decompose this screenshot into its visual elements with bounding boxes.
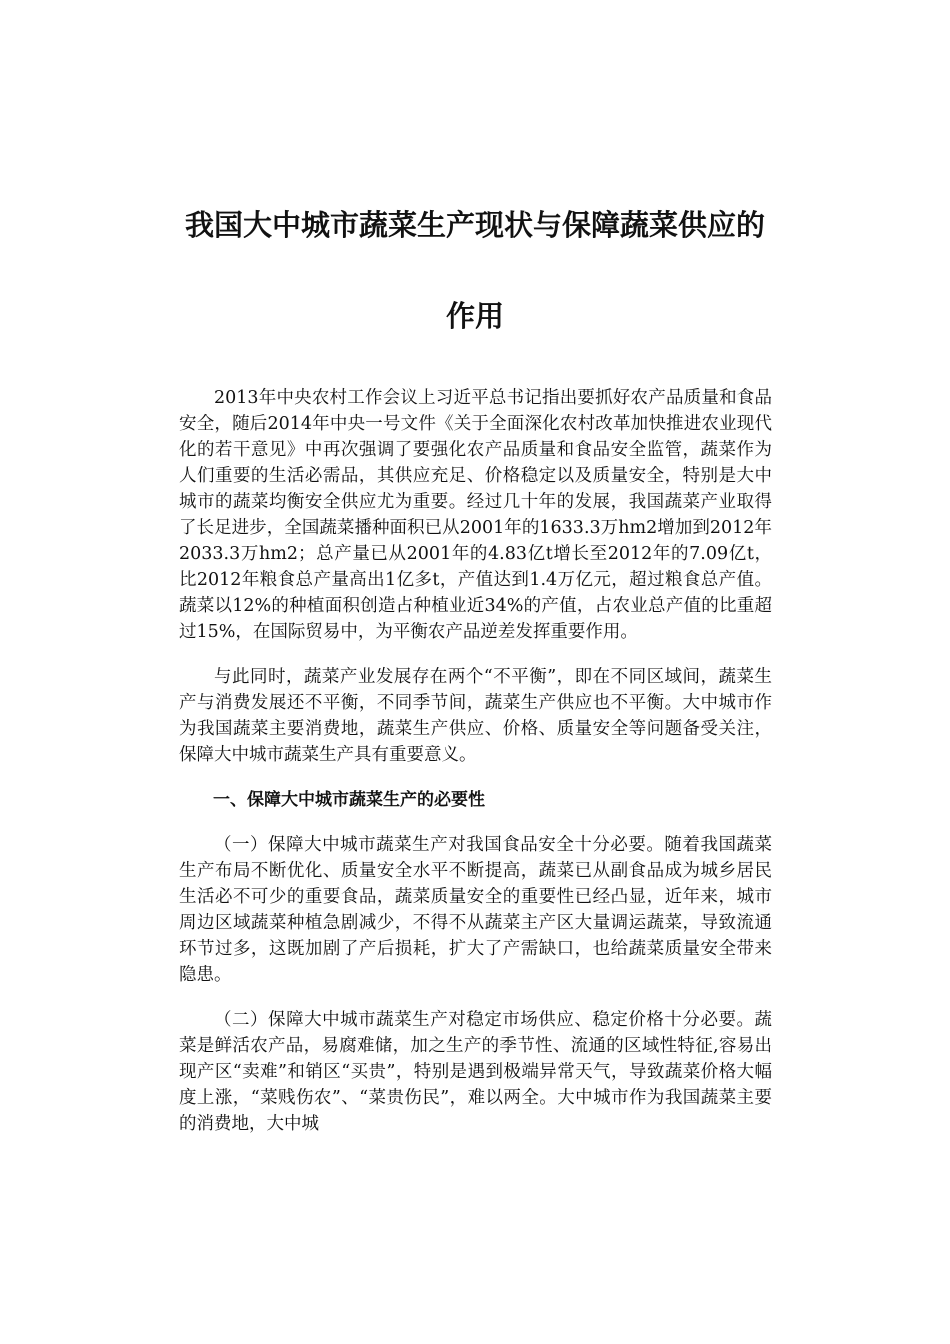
document-body (179, 385, 772, 1156)
paragraph-intro-2: 与此同时，蔬菜产业发展存在两个“不平衡”，即在不同区域间，蔬菜生产与消费发展还不平衡，不同季节间，蔬菜生产供应也不平衡。大中城市作为我国蔬菜主要消费地，蔬菜生产供应、价格、质量安全等问题备受关注，保障大中城市蔬菜生产具有重要意义。 (179, 667, 772, 765)
paragraph-section-1-2: （二）保障大中城市蔬菜生产对稳定市场供应、稳定价格十分必要。蔬菜是鲜活农产品，易腐难储，加之生产的季节性、流通的区域性特征,容易出现产区“卖难”和销区“买贵”，特别是遇到极端异常天气，导致蔬菜价格大幅度上涨，“菜贱伤农”、“菜贵伤民”，难以两全。大中城市作为我国蔬菜主要的消费地，大中城 (179, 1010, 772, 1134)
document-title-line-1: 我国大中城市蔬菜生产现状与保障蔬菜供应的 (184, 208, 765, 242)
document-title-line-2: 作用 (445, 299, 504, 333)
section-heading-1: 一、保障大中城市蔬菜生产的必要性 (213, 790, 485, 810)
paragraph-section-1-1: （一）保障大中城市蔬菜生产对我国食品安全十分必要。随着我国蔬菜生产布局不断优化、质量安全水平不断提高，蔬菜已从副食品成为城乡居民生活必不可少的重要食品，蔬菜质量安全的重要性已经凸显，近年来，城市周边区域蔬菜种植急剧减少，不得不从蔬菜主产区大量调运蔬菜，导致流通环节过多，这既加剧了产后损耗，扩大了产需缺口，也给蔬菜质量安全带来隐患。 (179, 835, 772, 985)
paragraph-intro-1: 2013年中央农村工作会议上习近平总书记指出要抓好农产品质量和食品安全，随后2014年中央一号文件《关于全面深化农村改革加快推进农业现代化的若干意见》中再次强调了要强化农产品质量和食品安全监管，蔬菜作为人们重要的生活必需品，其供应充足、价格稳定以及质量安全，特别是大中城市的蔬菜均衡安全供应尤为重要。经过几十年的发展，我国蔬菜产业取得了长足进步，全国蔬菜播种面积已从2001年的1633.3万hm2增加到2012年2033.3万hm2；总产量已从2001年的4.83亿t增长至2012年的7.09亿t，比2012年粮食总产量高出1亿多t，产值达到1.4万亿元，超过粮食总产值。蔬菜以12%的种植面积创造占种植业近34%的产值，占农业总产值的比重超过15%，在国际贸易中，为平衡农产品逆差发挥重要作用。 (179, 388, 772, 642)
